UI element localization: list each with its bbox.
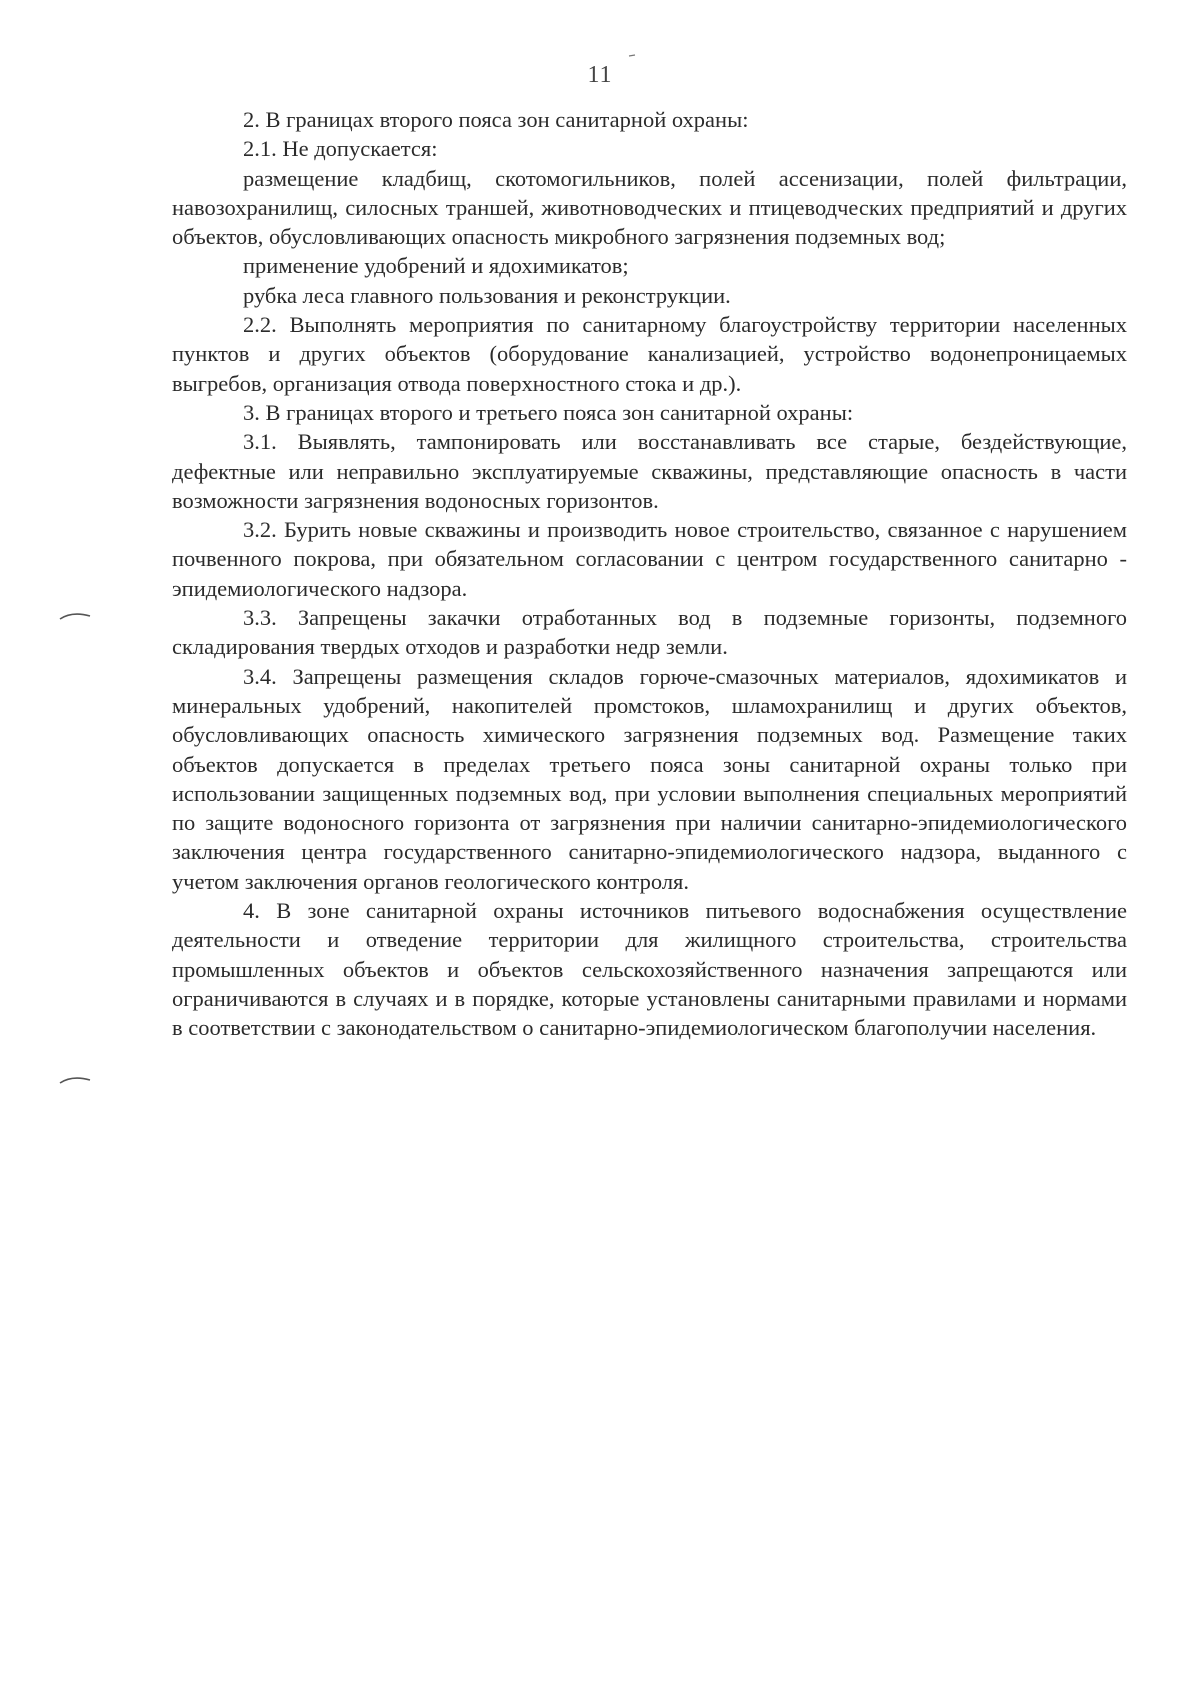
paragraph-3-2: 3.2. Бурить новые скважины и производить новое строительство, связанное с нарушением почвенного покрова, при обязательном согласовании с центром государственного санитарно - эпидемиологического надзора. (172, 517, 1127, 601)
paragraph-3-1: 3.1. Выявлять, тампонировать или восстанавливать все старые, бездействующие, дефектные или неправильно эксплуатируемые скважины, представляющие опасность в части возможности загрязнения водоносных горизонтов. (172, 429, 1127, 513)
scan-speck-mark (628, 54, 636, 58)
paragraph-2-heading: 2. В границах второго пояса зон санитарной охраны: (243, 107, 749, 132)
paragraph-2-1-item-burials: размещение кладбищ, скотомогильников, полей ассенизации, полей фильтрации, навозохранилищ, силосных траншей, животноводческих и птицеводческих предприятий и других объектов, обусловливающих опасность микробного загрязнения подземных вод; (172, 165, 1127, 250)
page-number: 11 (587, 62, 613, 88)
document-body (172, 105, 1127, 1043)
binder-hole-mark (58, 1075, 92, 1085)
paragraph-4: 4. В зоне санитарной охраны источников питьевого водоснабжения осуществление деятельности и отведение территории для жилищного строительства, строительства промышленных объектов и объектов сельскохозяйственного назначения запрещаются или ограничиваются в случаях и в порядке, которые установлены санитарными правилами и нормами в соответствии с законодательством о санитарно-эпидемиологическом благополучии населения. (172, 898, 1127, 1041)
paragraph-2-1-item-fertilizers: применение удобрений и ядохимикатов; (243, 253, 629, 279)
paragraph-3-heading: 3. В границах второго и третьего пояса зон санитарной охраны: (243, 399, 854, 425)
paragraph-2-2: 2.2. Выполнять мероприятия по санитарному благоустройству территории населенных пунктов и других объектов (оборудование канализацией, устройство водонепроницаемых выгребов, организация отвода поверхностного стока и др.). (172, 312, 1127, 396)
paragraph-3-3: 3.3. Запрещены закачки отработанных вод в подземные горизонты, подземного складирования твердых отходов и разработки недр земли. (172, 605, 1127, 660)
paragraph-2-1-heading: 2.1. Не допускается: (243, 136, 438, 162)
paragraph-2-1-item-logging: рубка леса главного пользования и реконструкции. (243, 282, 731, 308)
paragraph-3-4: 3.4. Запрещены размещения складов горюче-смазочных материалов, ядохимикатов и минеральных удобрений, накопителей промстоков, шламохранилищ и других объектов, обусловливающих опасность химического загрязнения подземных вод. Размещение таких объектов допускается в пределах третьего пояса зоны санитарной охраны только при использовании защищенных подземных вод, при условии выполнения специальных мероприятий по защите водоносного горизонта от загрязнения при наличии санитарно-эпидемиологического заключения центра государственного санитарно-эпидемиологического надзора, выданного с учетом заключения органов геологического контроля. (172, 663, 1127, 894)
binder-hole-mark (58, 611, 92, 621)
